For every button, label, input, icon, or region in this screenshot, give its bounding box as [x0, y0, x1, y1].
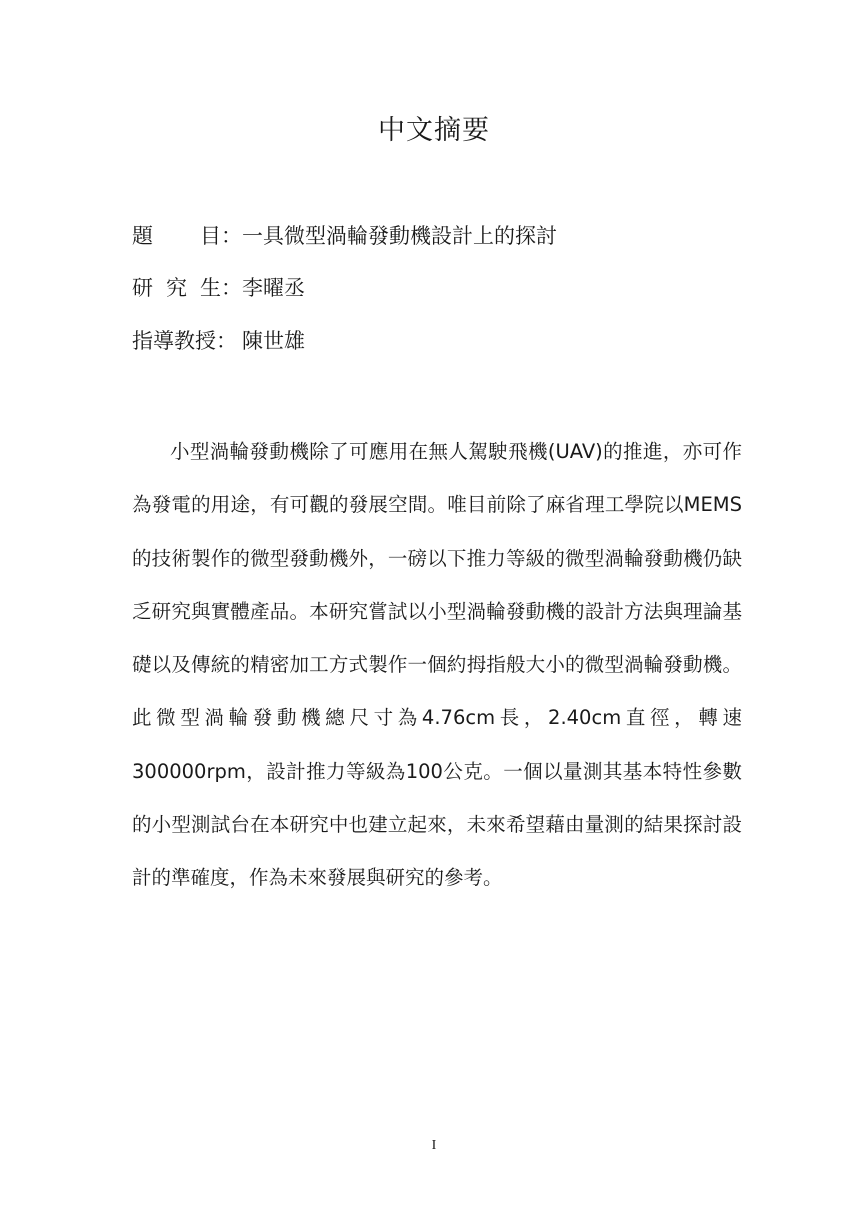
student-label — [132, 272, 242, 302]
page-number: I — [431, 1138, 437, 1153]
advisor-label: 指導教授： — [132, 329, 237, 353]
topic-label — [132, 220, 242, 250]
page-title: 中文摘要 — [378, 115, 490, 146]
student-label-char-3: 生： — [200, 276, 242, 300]
topic-label-char-1: 題 — [132, 224, 153, 248]
topic-value: 一具微型渦輪發動機設計上的探討 — [242, 224, 557, 248]
topic-label-char-2: 目： — [200, 224, 242, 248]
topic-row — [132, 220, 557, 250]
advisor-row — [132, 325, 305, 355]
student-row — [132, 272, 305, 302]
student-label-char-1: 研 — [132, 276, 153, 300]
abstract-paragraph: 小型渦輪發動機除了可應用在無人駕駛飛機(UAV)的推進，亦可作為發電的用途，有可觀的發展空間。唯目前除了麻省理工學院以MEMS的技術製作的微型發動機外，一磅以下推力等級的微型渦輪發動機仍缺乏研究與實體產品。本研究嘗試以小型渦輪發動機的設計方法與理論基礎以及傳統的精密加工方式製作一個約拇指般大小的微型渦輪發動機。此微型渦輪發動機總尺寸為4.76cm長，2.40cm直徑，轉速300000rpm，設計推力等級為100公克。一個以量測其基本特性參數的小型測試台在本研究中也建立起來，未來希望藉由量測的結果探討設計的準確度，作為未來發展與研究的參考。 — [132, 440, 742, 890]
student-label-char-2: 究 — [166, 276, 187, 300]
advisor-value: 陳世雄 — [242, 329, 305, 353]
student-value: 李曜丞 — [242, 276, 305, 300]
